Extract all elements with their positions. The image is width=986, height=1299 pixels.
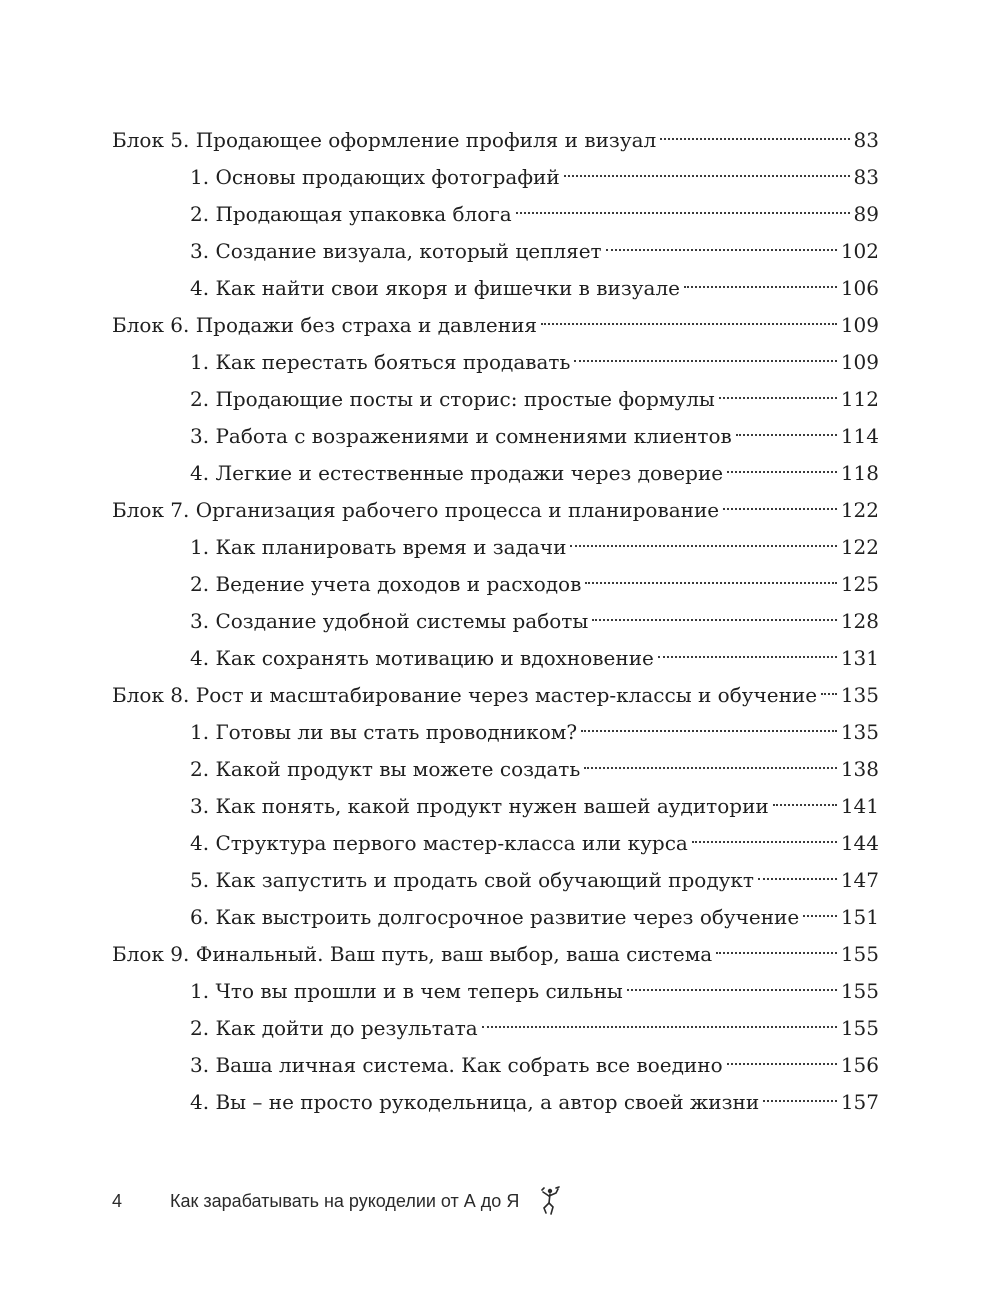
dot-leader [727,434,837,473]
dancing-figure-icon [537,1186,561,1216]
toc-block [112,114,879,300]
toc-item-title: 3. Создание удобной системы работы [190,609,589,633]
toc-block [112,484,879,670]
toc-item-page: 102 [840,239,879,263]
toc-block-heading-title: Блок 8. Рост и масштабирование через мастер-классы и обучение [112,683,818,707]
toc-item-title: 4. Легкие и естественные продажи через доверие [190,461,724,485]
toc-item-title: 4. Структура первого мастер-класса или курса [190,831,688,855]
toc-item-title: 2. Ведение учета доходов и расходов [190,572,582,596]
toc-item-title: 3. Ваша личная система. Как собрать все воедино [190,1053,723,1077]
dot-leader [716,921,837,954]
dot-leader [736,397,837,436]
toc-item-title: 1. Основы продающих фотографий [190,165,560,189]
dot-leader [584,730,837,769]
dot-leader [821,662,837,695]
dot-leader [516,175,850,214]
toc-item-page: 144 [840,831,879,855]
dot-leader [684,249,837,288]
dot-leader [758,841,837,880]
dot-leader [723,477,837,510]
toc-item-title: 6. Как выстроить долгосрочное развитие через обучение [190,905,800,929]
toc-block-heading-page: 122 [840,498,879,522]
toc-item-page: 155 [840,979,879,1003]
dot-leader [658,619,837,658]
toc-item-page: 83 [853,165,879,189]
book-title: Как зарабатывать на рукоделии от А до Я [170,1190,520,1211]
dot-leader [606,212,837,251]
toc-block-heading-title: Блок 6. Продажи без страха и давления [112,313,538,337]
toc-item-page: 155 [840,1016,879,1040]
dot-leader [719,360,837,399]
toc-item-title: 3. Как понять, какой продукт нужен вашей аудитории [190,794,769,818]
dot-leader [727,1026,837,1065]
dot-leader [763,1063,837,1102]
toc-item-page: 135 [840,720,879,744]
toc-item-page: 131 [840,646,879,670]
toc-item-page: 147 [840,868,879,892]
toc-item-title: 1. Как планировать время и задачи [190,535,567,559]
dot-leader [692,804,837,843]
dot-leader [592,582,837,621]
toc-block [112,299,879,485]
toc-item-title: 1. Готовы ли вы стать проводником? [190,720,578,744]
toc-item-page: 125 [840,572,879,596]
toc-item-page: 122 [840,535,879,559]
toc-block [112,669,879,929]
toc-item-title: 1. Как перестать бояться продавать [190,350,571,374]
toc-item-title: 2. Продающая упаковка блога [190,202,512,226]
toc-item-title: 4. Как сохранять мотивацию и вдохновение [190,646,654,670]
toc-item-title: 3. Создание визуала, который цепляет [190,239,602,263]
toc-item-page: 157 [840,1090,879,1114]
dot-leader [570,508,836,547]
toc-block-heading-title: Блок 5. Продающее оформление профиля и визуал [112,128,657,152]
dot-leader [660,107,849,140]
toc-item-title: 4. Вы – не просто рукодельница, а автор своей жизни [190,1090,760,1114]
dot-leader [564,138,850,177]
toc-item-page: 151 [840,905,879,929]
dot-leader [773,767,837,806]
toc-item-page: 156 [840,1053,879,1077]
table-of-contents [112,114,879,1113]
toc-block-heading-title: Блок 7. Организация рабочего процесса и планирование [112,498,720,522]
toc-item-page: 89 [853,202,879,226]
toc-item-page: 114 [840,424,879,448]
toc-item-title: 1. Что вы прошли и в чем теперь сильны [190,979,623,1003]
toc-item-title: 4. Как найти свои якоря и фишечки в визуале [190,276,681,300]
page-number: 4 [112,1190,123,1211]
toc-item-page: 109 [840,350,879,374]
toc-block-heading-page: 109 [840,313,879,337]
toc-item-page: 138 [840,757,879,781]
toc-block-heading-page: 135 [840,683,879,707]
dot-leader [574,323,836,362]
toc-block-heading-page: 83 [853,128,879,152]
toc-block-heading-title: Блок 9. Финальный. Ваш путь, ваш выбор, ваша система [112,942,713,966]
toc-item-page: 128 [840,609,879,633]
dot-leader [541,292,837,325]
toc-item-title: 5. Как запустить и продать свой обучающий продукт [190,868,754,892]
toc-block-heading-page: 155 [840,942,879,966]
toc-item-page: 106 [840,276,879,300]
toc-item-title: 3. Работа с возражениями и сомнениями клиентов [190,424,732,448]
toc-item-page: 118 [840,461,879,485]
toc-item-page: 112 [840,387,879,411]
dot-leader [803,878,837,917]
toc-block [112,928,879,1114]
page-footer [112,1186,561,1216]
dot-leader [482,989,837,1028]
toc-item-title: 2. Какой продукт вы можете создать [190,757,581,781]
toc-item-title: 2. Как дойти до результата [190,1016,478,1040]
toc-item-page: 141 [840,794,879,818]
dot-leader [585,545,836,584]
toc-item-title: 2. Продающие посты и сторис: простые формулы [190,387,715,411]
dot-leader [627,952,837,991]
dot-leader [581,693,837,732]
